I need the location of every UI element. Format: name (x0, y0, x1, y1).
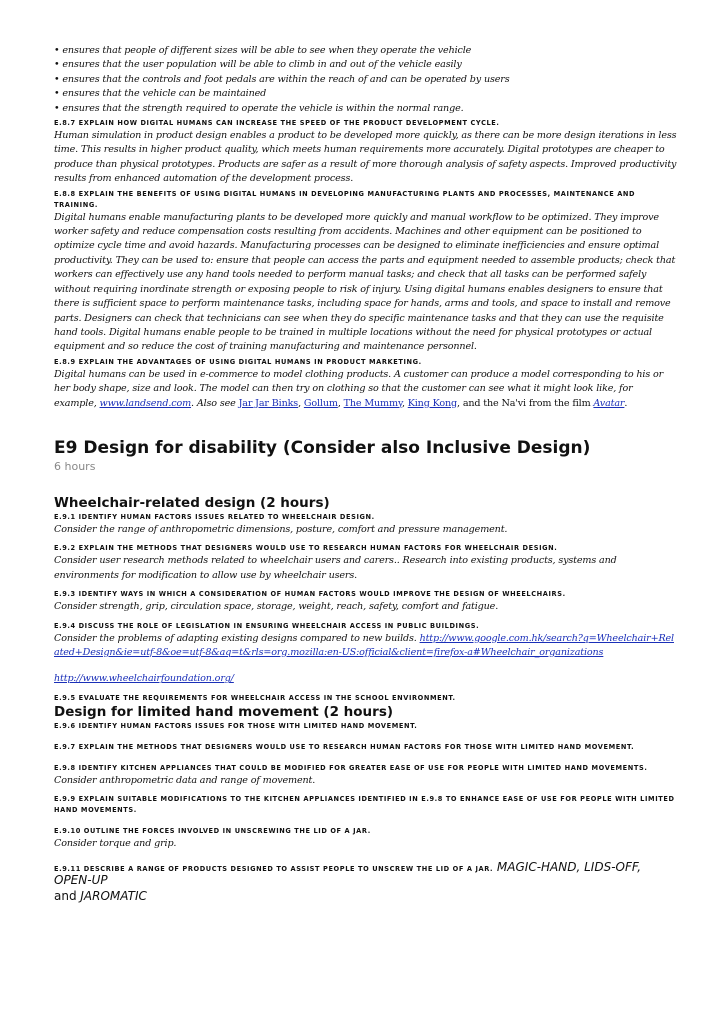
heading-e97: E.9.7 EXPLAIN THE METHODS THAT DESIGNERS WOULD USE TO RESEARCH HUMAN FACTORS FOR THOSE WITH LIMITED HAND MOVEMENT. (54, 742, 635, 751)
subsection-title-hand: Design for limited hand movement (2 hours) (54, 703, 394, 720)
heading-e888: E.8.8 EXPLAIN THE BENEFITS OF USING DIGITAL HUMANS IN DEVELOPING MANUFACTURING PLANTS AND PROCESSES, MAINTENANCE AND TRAINING. (54, 189, 636, 209)
bullet-item: • ensures that the strength required to operate the vehicle is within the normal range. (54, 102, 464, 114)
paragraph-e91: Consider the range of anthropometric dimensions, posture, comfort and pressure management. (54, 523, 508, 535)
subsection-title-wheelchair: Wheelchair-related design (2 hours) (54, 494, 330, 511)
paragraph-e911-tail (54, 888, 678, 904)
heading-e93: E.9.3 IDENTIFY WAYS IN WHICH A CONSIDERATION OF HUMAN FACTORS WOULD IMPROVE THE DESIGN OF WHEELCHAIRS. (54, 590, 566, 599)
link-gollum[interactable]: Gollum (303, 397, 338, 409)
paragraph-e887: Human simulation in product design enables a product to be developed more quickly, as there can be more design iterations in less time. This results in higher product quality, which meets human requirements more accurately. Digital prototypes are cheaper to produce than physical prototypes. Products are safer as a result of more thorough analysis of safety aspects. Improved productivity results from enhanced automation of the development process. (54, 130, 677, 185)
e911-and: and (54, 888, 81, 903)
heading-e96: E.9.6 IDENTIFY HUMAN FACTORS ISSUES FOR THOSE WITH LIMITED HAND MOVEMENT. (54, 721, 418, 730)
heading-e94: E.9.4 DISCUSS THE ROLE OF LEGISLATION IN ENSURING WHEELCHAIR ACCESS IN PUBLIC BUILDINGS. (54, 621, 480, 630)
e889-final: . (624, 397, 628, 409)
separator: , (298, 397, 304, 409)
paragraph-e94 (54, 632, 678, 661)
paragraph-e889 (54, 368, 678, 411)
heading-e910: E.9.10 OUTLINE THE FORCES INVOLVED IN UNSCREWING THE LID OF A JAR. (54, 827, 371, 836)
document-page (54, 44, 678, 904)
heading-e889: E.8.9 EXPLAIN THE ADVANTAGES OF USING DIGITAL HUMANS IN PRODUCT MARKETING. (54, 357, 422, 366)
section-title-e9: E9 Design for disability (Consider also Inclusive Design) (54, 437, 591, 458)
bullet-item: • ensures that the user population will be able to climb in and out of the vehicle easily (54, 59, 462, 71)
paragraph-e94-link2 (54, 672, 678, 686)
section-hours: 6 hours (54, 459, 96, 473)
e889-text-end: , and the Na'vi from the film (457, 397, 594, 409)
paragraph-e888: Digital humans enable manufacturing plants to be developed more quickly and manual workflow to be optimized. They improve worker safety and reduce compensation costs resulting from accidents. Machines and other equipment can be positioned to optimize cycle time and avoid hazards. Manufacturing processes can be designed to eliminate inefficiencies and ensure optimal productivity. They can be used to: ensure that people can access the parts and equipment needed to assemble products; check that workers can effectively use any hand tools needed to perform manual tasks; and check that all tasks can be performed safely without requiring inordinate strength or exposing people to risk of injury. Using digital humans enables designers to ensure that there is sufficient space to perform maintenance tasks, including space for hands, arms and tools, and space to install and remove parts. Designers can check that technicians can see when they do specific maintenance tasks and that they can use the requisite hand tools. Digital humans enable people to be trained in multiple locations without the need for physical prototypes or actual equipment and so reduce the cost of training manufacturing and maintenance personnel. (54, 211, 676, 353)
e889-text-start: Digital humans can be used in e-commerce to model clothing products. A customer can produce a model corresponding to his or her body shape, size and look. The model can then try on clothing so that the customer can see what it might look like, for example, (54, 368, 664, 409)
link-avatar[interactable]: Avatar (593, 397, 625, 409)
heading-e91: E.9.1 IDENTIFY HUMAN FACTORS ISSUES RELATED TO WHEELCHAIR DESIGN. (54, 512, 375, 521)
e94-text: Consider the problems of adapting existing designs compared to new builds. (54, 632, 420, 644)
bullet-item: • ensures that the controls and foot pedals are within the reach of and can be operated by users (54, 73, 510, 85)
bullet-item: • ensures that the vehicle can be maintained (54, 88, 267, 100)
bullet-item: • ensures that people of different sizes will be able to see when they operate the vehicle (54, 45, 472, 56)
e911-products: MAGIC-HAND, LIDS-OFF, OPEN-UP (54, 859, 642, 887)
bullet-list (54, 44, 678, 116)
link-king-kong[interactable]: King Kong (407, 397, 458, 409)
heading-e92: E.9.2 EXPLAIN THE METHODS THAT DESIGNERS WOULD USE TO RESEARCH HUMAN FACTORS FOR WHEELCHAIR DESIGN. (54, 544, 558, 553)
e889-text-mid: . Also see (191, 397, 239, 409)
link-jar-jar-binks[interactable]: Jar Jar Binks (238, 397, 299, 409)
heading-e911 (54, 859, 678, 888)
link-the-mummy[interactable]: The Mummy (343, 397, 402, 409)
heading-e95: E.9.5 EVALUATE THE REQUIREMENTS FOR WHEELCHAIR ACCESS IN THE SCHOOL ENVIRONMENT. (54, 693, 456, 702)
heading-e98: E.9.8 IDENTIFY KITCHEN APPLIANCES THAT COULD BE MODIFIED FOR GREATER EASE OF USE FOR PEOPLE WITH LIMITED HAND MOVEMENTS. (54, 763, 648, 772)
separator: , (337, 397, 344, 409)
paragraph-e93: Consider strength, grip, circulation space, storage, weight, reach, safety, comfort and fatigue. (54, 601, 499, 613)
paragraph-e92: Consider user research methods related to wheelchair users and carers.. Research into existing products, systems and environments for modification to allow use by wheelchair users. (54, 555, 617, 581)
paragraph-e98: Consider anthropometric data and range of movement. (54, 774, 316, 786)
link-landsend[interactable]: www.landsend.com (99, 397, 192, 409)
separator: , (401, 397, 408, 409)
paragraph-e910: Consider torque and grip. (54, 838, 177, 850)
e911-last-product: JAROMATIC (80, 888, 147, 903)
heading-e99: E.9.9 EXPLAIN SUITABLE MODIFICATIONS TO THE KITCHEN APPLIANCES IDENTIFIED IN E.9.8 TO ENHANCE EASE OF USE FOR PEOPLE WITH LIMITED HAND MOVEMENTS. (54, 795, 675, 815)
heading-e887: E.8.7 EXPLAIN HOW DIGITAL HUMANS CAN INCREASE THE SPEED OF THE PRODUCT DEVELOPMENT CYCLE. (54, 119, 500, 128)
link-google-search[interactable]: http://www.google.com.hk/search?q=Wheelchair+Related+Design&ie=utf-8&oe=utf-8&aq=t&rls=org.mozilla:en-US:official&client=firefox-a#Wheelchair_organizations (54, 632, 674, 658)
e911-heading-text: E.9.11 DESCRIBE A RANGE OF PRODUCTS DESIGNED TO ASSIST PEOPLE TO UNSCREW THE LID OF A JAR. (54, 864, 494, 873)
link-wheelchair-foundation[interactable]: http://www.wheelchairfoundation.org/ (54, 673, 234, 685)
